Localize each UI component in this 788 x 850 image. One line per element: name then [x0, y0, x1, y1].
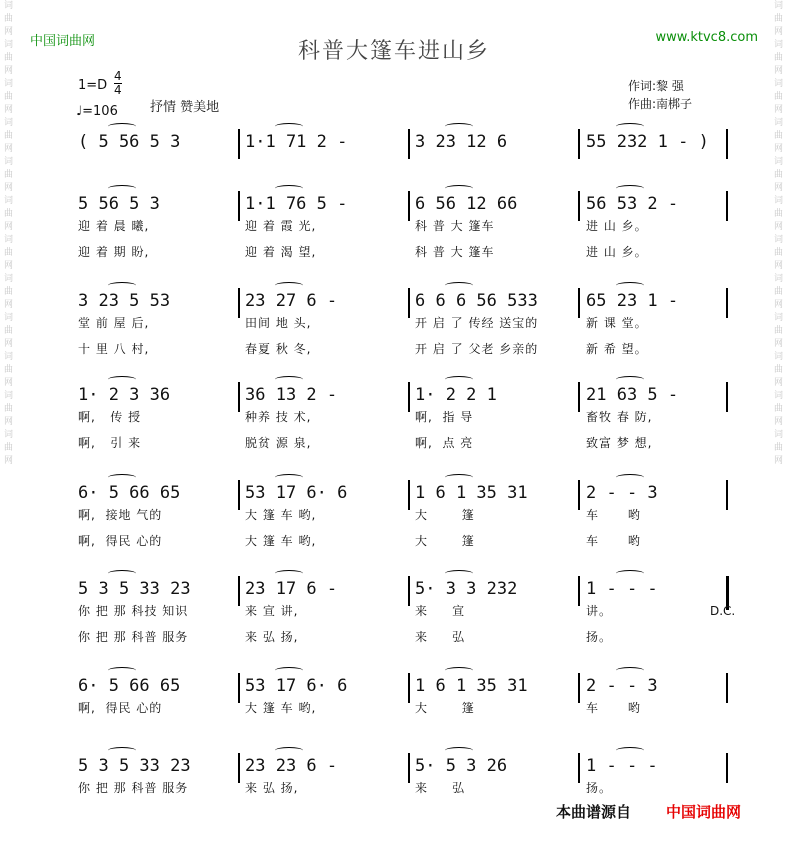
slur-mark	[275, 185, 303, 192]
bar-line	[578, 480, 580, 510]
time-signature	[114, 70, 122, 97]
lyric-text: 来 弘	[415, 781, 466, 795]
measure-notes: 1 6 1 35 31	[415, 483, 528, 503]
slur-mark	[445, 474, 473, 481]
bar-line	[238, 129, 240, 159]
measure-notes: 55 232 1 - )	[586, 132, 709, 152]
bar-line	[238, 576, 240, 606]
time-bottom: 4	[114, 83, 122, 97]
bar-line	[578, 673, 580, 703]
slur-mark	[108, 123, 136, 130]
slur-mark	[445, 667, 473, 674]
bar-line	[578, 382, 580, 412]
lyric-text: 扬。	[586, 781, 613, 795]
lyric-text: 大 篷	[415, 701, 475, 715]
measure-notes: 1 - - -	[586, 579, 658, 599]
bar-line	[726, 382, 728, 412]
bar-line	[408, 129, 410, 159]
bar-line	[726, 191, 728, 221]
measure-notes: 5 3 5 33 23	[78, 756, 191, 776]
slur-mark	[616, 123, 644, 130]
slur-mark	[275, 282, 303, 289]
lyric-text: 开 启 了 传经 送宝的	[415, 316, 539, 330]
lyricist: 作词:黎 强	[628, 79, 684, 93]
measure-notes: 23 23 6 -	[245, 756, 338, 776]
bar-line	[726, 480, 728, 510]
bar-line	[578, 753, 580, 783]
measure-notes: 2 - - 3	[586, 676, 658, 696]
measure-notes: 53 17 6· 6	[245, 483, 348, 503]
lyric-text: 来 弘 扬,	[245, 630, 299, 644]
slur-mark	[275, 570, 303, 577]
slur-mark	[108, 570, 136, 577]
lyric-text: 畜牧 春 防,	[586, 410, 653, 424]
bar-line	[238, 480, 240, 510]
lyric-text: 来 弘 扬,	[245, 781, 299, 795]
lyric-text: 进 山 乡。	[586, 245, 648, 259]
lyric-text: 致富 梦 想,	[586, 436, 653, 450]
slur-mark	[108, 185, 136, 192]
lyric-text: 开 启 了 父老 乡亲的	[415, 342, 539, 356]
measure-notes: 6 6 6 56 533	[415, 291, 538, 311]
slur-mark	[108, 474, 136, 481]
slur-mark	[108, 747, 136, 754]
left-watermark: 词曲网词曲网词曲网词曲网词曲网词曲网词曲网词曲网词曲网词曲网词曲网词曲网	[2, 0, 12, 468]
lyric-text: 迎 着 渴 望,	[245, 245, 317, 259]
slur-mark	[275, 474, 303, 481]
lyric-text: 大 篷 车 哟,	[245, 534, 317, 548]
lyric-text: 啊, 指 导	[415, 410, 474, 424]
lyric-text: 扬。	[586, 630, 613, 644]
measure-notes: 56 53 2 -	[586, 194, 679, 214]
slur-mark	[616, 667, 644, 674]
credits	[628, 77, 692, 113]
lyric-text: 科 普 大 篷车	[415, 219, 495, 233]
lyric-text: 来 宣	[415, 604, 466, 618]
right-watermark: 词曲网词曲网词曲网词曲网词曲网词曲网词曲网词曲网词曲网词曲网词曲网词曲网	[772, 0, 782, 468]
lyric-text: 迎 着 期 盼,	[78, 245, 150, 259]
bar-line	[238, 673, 240, 703]
bar-line	[408, 673, 410, 703]
measure-notes: 1·1 71 2 -	[245, 132, 348, 152]
lyric-text: 车 哟	[586, 701, 641, 715]
bar-line	[726, 129, 728, 159]
slur-mark	[616, 747, 644, 754]
lyric-text: 啊, 传 授	[78, 410, 142, 424]
composer: 作曲:南梆子	[628, 97, 693, 111]
footer-source-label: 本曲谱源自	[556, 803, 632, 821]
bar-line	[408, 382, 410, 412]
measure-notes: 36 13 2 -	[245, 385, 338, 405]
lyric-text: 啊, 接地 气的	[78, 508, 163, 522]
measure-notes: 5· 3 3 232	[415, 579, 518, 599]
measure-notes: 5· 5 3 26	[415, 756, 508, 776]
lyric-text: 大 篷	[415, 508, 475, 522]
slur-mark	[445, 747, 473, 754]
slur-mark	[108, 376, 136, 383]
bar-line	[408, 753, 410, 783]
lyric-text: 迎 着 霞 光,	[245, 219, 317, 233]
lyric-text: 讲。	[586, 604, 613, 618]
bar-line	[408, 576, 410, 606]
measure-notes: 1 6 1 35 31	[415, 676, 528, 696]
site-name-left[interactable]: 中国词曲网	[30, 34, 96, 49]
measure-notes: 2 - - 3	[586, 483, 658, 503]
slur-mark	[445, 185, 473, 192]
bar-line	[726, 753, 728, 783]
measure-notes: 5 3 5 33 23	[78, 579, 191, 599]
slur-mark	[616, 570, 644, 577]
lyric-text: 大 篷 车 哟,	[245, 508, 317, 522]
slur-mark	[445, 123, 473, 130]
slur-mark	[616, 376, 644, 383]
site-url-right[interactable]: www.ktvc8.com	[655, 30, 758, 45]
lyric-text: 进 山 乡。	[586, 219, 648, 233]
slur-mark	[275, 667, 303, 674]
measure-notes: 21 63 5 -	[586, 385, 679, 405]
bar-line	[408, 480, 410, 510]
slur-mark	[275, 376, 303, 383]
lyric-text: 啊, 得民 心的	[78, 701, 163, 715]
bar-line	[578, 191, 580, 221]
lyric-text: 迎 着 晨 曦,	[78, 219, 150, 233]
lyric-text: 啊, 得民 心的	[78, 534, 163, 548]
lyric-text: 种养 技 术,	[245, 410, 312, 424]
lyric-text: 车 哟	[586, 534, 641, 548]
key-signature: 1=D	[78, 78, 108, 93]
footer-site-link[interactable]: 中国词曲网	[666, 803, 742, 821]
lyric-text: 你 把 那 科技 知识	[78, 604, 189, 618]
lyric-text: 科 普 大 篷车	[415, 245, 495, 259]
slur-mark	[275, 747, 303, 754]
lyric-text: 来 宣 讲,	[245, 604, 299, 618]
bar-line	[238, 382, 240, 412]
slur-mark	[275, 123, 303, 130]
lyric-text: 堂 前 屋 后,	[78, 316, 150, 330]
measure-notes: ( 5 56 5 3	[78, 132, 181, 152]
measure-notes: 1· 2 2 1	[415, 385, 497, 405]
slur-mark	[616, 282, 644, 289]
bar-line	[578, 129, 580, 159]
da-capo-mark: D.C.	[710, 604, 736, 618]
bar-line	[578, 576, 580, 606]
measure-notes: 1·1 76 5 -	[245, 194, 348, 214]
measure-notes: 65 23 1 -	[586, 291, 679, 311]
slur-mark	[445, 376, 473, 383]
lyric-text: 啊, 点 亮	[415, 436, 474, 450]
bar-line	[238, 753, 240, 783]
measure-notes: 1· 2 3 36	[78, 385, 171, 405]
slur-mark	[445, 282, 473, 289]
lyric-text: 车 哟	[586, 508, 641, 522]
lyric-text: 春夏 秋 冬,	[245, 342, 312, 356]
lyric-text: 大 篷 车 哟,	[245, 701, 317, 715]
lyric-text: 新 课 堂。	[586, 316, 648, 330]
bar-line	[408, 191, 410, 221]
measure-notes: 23 27 6 -	[245, 291, 338, 311]
expression-mark: 抒情 赞美地	[150, 100, 220, 115]
lyric-text: 你 把 那 科普 服务	[78, 781, 189, 795]
time-top: 4	[114, 69, 122, 83]
bar-line	[578, 288, 580, 318]
measure-notes: 3 23 5 53	[78, 291, 171, 311]
slur-mark	[616, 185, 644, 192]
lyric-text: 田间 地 头,	[245, 316, 312, 330]
bar-line	[408, 288, 410, 318]
bar-line	[238, 191, 240, 221]
lyric-text: 啊, 引 来	[78, 436, 142, 450]
slur-mark	[445, 570, 473, 577]
slur-mark	[108, 282, 136, 289]
lyric-text: 大 篷	[415, 534, 475, 548]
lyric-text: 十 里 八 村,	[78, 342, 150, 356]
tempo-mark: ♩=106	[76, 104, 118, 119]
lyric-text: 脱贫 源 泉,	[245, 436, 312, 450]
slur-mark	[108, 667, 136, 674]
lyric-text: 你 把 那 科普 服务	[78, 630, 189, 644]
lyric-text: 新 希 望。	[586, 342, 648, 356]
measure-notes: 6· 5 66 65	[78, 483, 181, 503]
bar-line	[726, 288, 728, 318]
lyric-text: 来 弘	[415, 630, 466, 644]
measure-notes: 23 17 6 -	[245, 579, 338, 599]
bar-line	[238, 288, 240, 318]
slur-mark	[616, 474, 644, 481]
song-title: 科普大篷车进山乡	[297, 39, 490, 64]
measure-notes: 6· 5 66 65	[78, 676, 181, 696]
measure-notes: 1 - - -	[586, 756, 658, 776]
bar-line	[726, 673, 728, 703]
measure-notes: 53 17 6· 6	[245, 676, 348, 696]
measure-notes: 3 23 12 6	[415, 132, 508, 152]
measure-notes: 6 56 12 66	[415, 194, 518, 214]
measure-notes: 5 56 5 3	[78, 194, 160, 214]
